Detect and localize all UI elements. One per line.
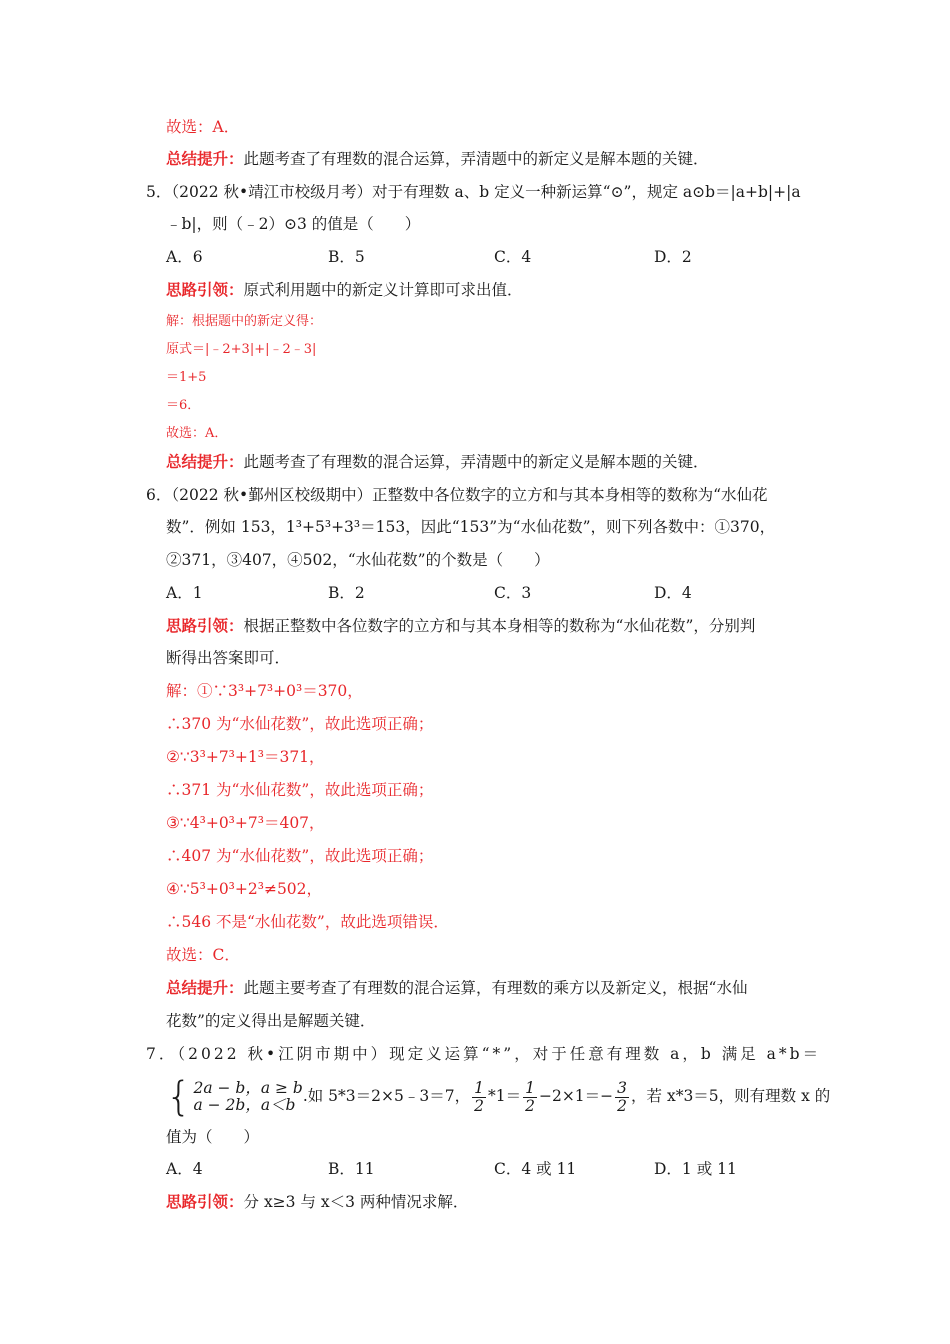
q6-option-b: B．2 xyxy=(328,584,365,602)
q5-solution-line: 故选：A． xyxy=(166,426,228,441)
q4-choice: 故选：A． xyxy=(166,118,240,136)
q7-option-c: C．4 或 11 xyxy=(494,1160,577,1178)
q6-hint-line1 xyxy=(166,616,755,636)
q7-stem-line2 xyxy=(166,1074,831,1120)
q7-fraction-3: $\frac{3}{2}$ xyxy=(617,1078,628,1115)
q5-solution-line: ＝1+5 xyxy=(166,370,207,385)
q7-stem-tail: ，若 x*3＝5，则有理数 x 的 xyxy=(631,1087,831,1105)
q7-cases xyxy=(193,1080,302,1114)
q5-stem-line2: ﹣b|，则（﹣2）⊙3 的值是（ ） xyxy=(166,215,421,233)
q6-stem-line3: ②371，③407，④502，“水仙花数”的个数是（ ） xyxy=(166,551,550,569)
q7-fraction-1: $\frac{1}{2}$ xyxy=(474,1078,484,1115)
q6-solution-line: ∴546 不是“水仙花数”，故此选项错误． xyxy=(166,913,449,931)
q7-case-2: a − 2b，a＜b xyxy=(193,1096,296,1114)
q6-stem-line1: 6．（2022 秋•鄞州区校级期中）正整数中各位数字的立方和与其本身相等的数称为“水仙花 xyxy=(146,486,768,504)
q7-case-1: 2a − b，a ≥ b xyxy=(193,1079,303,1097)
q5-stem-line1: 5．（2022 秋•靖江市校级月考）对于有理数 a、b 定义一种新运算“⊙”，规定 a⊙b＝|a+b|+|a xyxy=(146,183,801,201)
q6-solution-line: ∴407 为“水仙花数”，故此选项正确； xyxy=(166,847,434,865)
q5-option-b: B．5 xyxy=(328,248,365,266)
q7-stem-mid3: −2×1＝− xyxy=(538,1087,614,1105)
q6-summary-label: 总结提升： xyxy=(166,978,244,997)
q5-solution-line: ＝6． xyxy=(166,398,201,413)
q6-summary-line2: 花数”的定义得出是解题关键． xyxy=(166,1012,376,1030)
q6-solution-line: ②∵3³+7³+1³＝371， xyxy=(166,748,325,766)
q7-hint xyxy=(166,1192,468,1212)
q6-solution-line: ③∵4³+0³+7³＝407， xyxy=(166,814,325,832)
q6-solution-line: 解：①∵3³+7³+0³＝370， xyxy=(166,682,363,700)
q7-stem-line3: 值为（ ） xyxy=(166,1128,260,1146)
q7-stem-line1: 7．（2022 秋•江阴市期中）现定义运算“*”，对于任意有理数 a，b 满足 a*b＝ xyxy=(146,1045,822,1063)
q7-fraction-2: $\frac{1}{2}$ xyxy=(525,1078,535,1115)
q6-solution-line: ④∵5³+0³+2³≠502， xyxy=(166,880,323,898)
q7-hint-text: 分 x≥3 与 x＜3 两种情况求解． xyxy=(243,1193,469,1211)
q6-option-a: A．1 xyxy=(166,584,203,602)
q7-option-b: B．11 xyxy=(328,1160,375,1178)
q6-option-c: C．3 xyxy=(494,584,532,602)
q5-hint xyxy=(166,280,523,300)
q7-stem-mid: .如 5*3＝2×5﹣3＝7， xyxy=(302,1087,471,1105)
q6-stem-line2: 数”．例如 153，1³+5³+3³＝153，因此“153”为“水仙花数”，则下列各数中：①370， xyxy=(166,518,776,536)
q4-summary xyxy=(166,149,709,169)
q6-summary-text: 此题主要考查了有理数的混合运算，有理数的乘方以及新定义，根据“水仙 xyxy=(243,979,748,997)
q6-summary-line1 xyxy=(166,978,747,998)
q6-option-d: D．4 xyxy=(654,584,692,602)
q7-hint-label: 思路引领： xyxy=(166,1192,244,1211)
q5-summary-label: 总结提升： xyxy=(166,452,244,471)
q5-summary-text: 此题考查了有理数的混合运算，弄清题中的新定义是解本题的关键． xyxy=(243,453,709,471)
q5-option-c: C．4 xyxy=(494,248,532,266)
q7-cases-brace: { xyxy=(166,1074,192,1120)
q6-solution-line: ∴370 为“水仙花数”，故此选项正确； xyxy=(166,715,434,733)
q7-stem-mid2: *1＝ xyxy=(487,1087,522,1105)
q6-hint-line2: 断得出答案即可． xyxy=(166,649,291,667)
q5-solution-line: 原式＝|﹣2+3|+|﹣2﹣3| xyxy=(166,342,317,357)
q6-hint-text: 根据正整数中各位数字的立方和与其本身相等的数称为“水仙花数”，分别判 xyxy=(243,617,756,635)
q4-summary-label: 总结提升： xyxy=(166,149,244,168)
q5-summary xyxy=(166,452,709,472)
q6-solution-line: 故选：C． xyxy=(166,946,240,964)
q5-option-d: D．2 xyxy=(654,248,692,266)
q5-hint-label: 思路引领： xyxy=(166,280,244,299)
q5-hint-text: 原式利用题中的新定义计算即可求出值． xyxy=(243,281,523,299)
q6-solution-line: ∴371 为“水仙花数”，故此选项正确； xyxy=(166,781,434,799)
q5-option-a: A．6 xyxy=(166,248,203,266)
q6-hint-label: 思路引领： xyxy=(166,616,244,635)
q7-option-d: D．1 或 11 xyxy=(654,1160,737,1178)
q5-solution-line: 解：根据题中的新定义得： xyxy=(166,314,323,329)
q7-option-a: A．4 xyxy=(166,1160,203,1178)
q4-summary-text: 此题考查了有理数的混合运算，弄清题中的新定义是解本题的关键． xyxy=(243,150,709,168)
